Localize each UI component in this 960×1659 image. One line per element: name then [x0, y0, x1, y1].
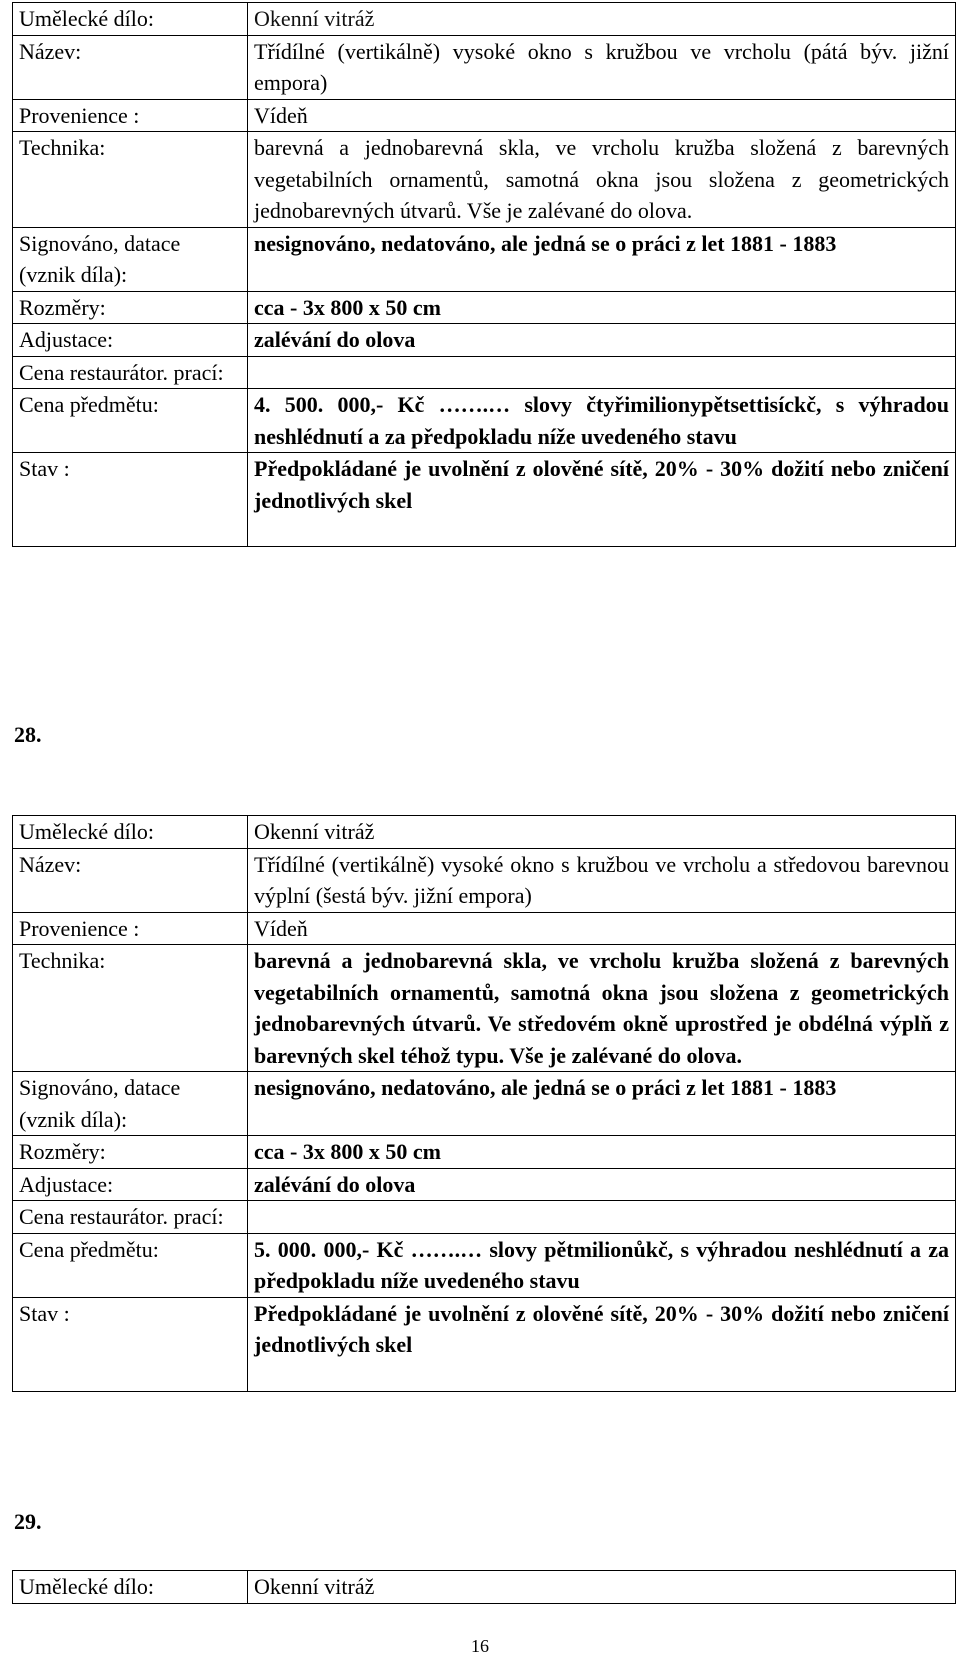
label-technique: Technika:	[13, 945, 248, 1072]
value-dimensions: cca - 3x 800 x 50 cm	[248, 291, 956, 324]
row-technique	[13, 132, 956, 228]
value-title: Třídílné (vertikálně) vysoké okno s kružbou ve vrcholu (pátá býv. jižní empora)	[248, 35, 956, 99]
label-mounting: Adjustace:	[13, 324, 248, 357]
value-condition: Předpokládané je uvolnění z olověné sítě, 20% - 30% dožití nebo zničení jednotlivých skel	[248, 1297, 956, 1391]
value-signature: nesignováno, nedatováno, ale jedná se o práci z let 1881 - 1883	[248, 1072, 956, 1136]
value-provenance: Vídeň	[248, 99, 956, 132]
value-restoration-price	[248, 1201, 956, 1234]
value-restoration-price	[248, 356, 956, 389]
label-restoration-price: Cena restaurátor. prací:	[13, 1201, 248, 1234]
label-condition: Stav :	[13, 1297, 248, 1391]
value-technique: barevná a jednobarevná skla, ve vrcholu kružba složená z barevných vegetabilních ornamentů, samotná okna jsou složena z geometrických jednobarevných útvarů. Vše je zalévané do olova.	[248, 132, 956, 228]
value-artwork: Okenní vitráž	[248, 3, 956, 36]
label-signature: Signováno, datace (vznik díla):	[13, 227, 248, 291]
value-item-price: 5. 000. 000,- Kč …….… slovy pětmilionůkč, s výhradou neshlédnutí a za předpokladu níže uvedeného stavu	[248, 1233, 956, 1297]
row-condition	[13, 453, 956, 547]
page-number: 16	[471, 1636, 489, 1656]
label-item-price: Cena předmětu:	[13, 1233, 248, 1297]
row-mounting	[13, 324, 956, 357]
label-technique: Technika:	[13, 132, 248, 228]
row-condition	[13, 1297, 956, 1391]
row-artwork	[13, 816, 956, 849]
label-title: Název:	[13, 848, 248, 912]
row-signature	[13, 227, 956, 291]
value-mounting: zalévání do olova	[248, 324, 956, 357]
row-title	[13, 848, 956, 912]
value-artwork: Okenní vitráž	[248, 1571, 956, 1604]
entry-number-29: 29.	[14, 1509, 42, 1534]
label-provenance: Provenience :	[13, 912, 248, 945]
label-condition: Stav :	[13, 453, 248, 547]
row-item-price	[13, 389, 956, 453]
label-dimensions: Rozměry:	[13, 1136, 248, 1169]
value-provenance: Vídeň	[248, 912, 956, 945]
row-artwork	[13, 3, 956, 36]
value-dimensions: cca - 3x 800 x 50 cm	[248, 1136, 956, 1169]
value-technique: barevná a jednobarevná skla, ve vrcholu kružba složená z barevných vegetabilních ornamentů, samotná okna jsou složena z geometrických jednobarevných útvarů. Ve středovém okně uprostřed je obdélná výplň z barevných skel téhož typu. Vše je zalévané do olova.	[248, 945, 956, 1072]
label-restoration-price: Cena restaurátor. prací:	[13, 356, 248, 389]
entry-number-28: 28.	[14, 722, 42, 747]
row-mounting	[13, 1168, 956, 1201]
label-title: Název:	[13, 35, 248, 99]
value-item-price: 4. 500. 000,- Kč …….… slovy čtyřimilionypětsettisíckč, s výhradou neshlédnutí a za předpokladu níže uvedeného stavu	[248, 389, 956, 453]
value-condition: Předpokládané je uvolnění z olověné sítě, 20% - 30% dožití nebo zničení jednotlivých skel	[248, 453, 956, 547]
record-table-2	[12, 815, 956, 1392]
label-item-price: Cena předmětu:	[13, 389, 248, 453]
label-artwork: Umělecké dílo:	[13, 1571, 248, 1604]
row-signature	[13, 1072, 956, 1136]
label-artwork: Umělecké dílo:	[13, 816, 248, 849]
label-artwork: Umělecké dílo:	[13, 3, 248, 36]
row-dimensions	[13, 291, 956, 324]
label-signature: Signováno, datace (vznik díla):	[13, 1072, 248, 1136]
row-dimensions	[13, 1136, 956, 1169]
row-restoration-price	[13, 1201, 956, 1234]
row-restoration-price	[13, 356, 956, 389]
row-title	[13, 35, 956, 99]
row-artwork	[13, 1571, 956, 1604]
row-item-price	[13, 1233, 956, 1297]
label-provenance: Provenience :	[13, 99, 248, 132]
row-provenance	[13, 99, 956, 132]
value-artwork: Okenní vitráž	[248, 816, 956, 849]
row-technique	[13, 945, 956, 1072]
value-signature: nesignováno, nedatováno, ale jedná se o práci z let 1881 - 1883	[248, 227, 956, 291]
label-mounting: Adjustace:	[13, 1168, 248, 1201]
row-provenance	[13, 912, 956, 945]
record-table-1	[12, 2, 956, 547]
label-dimensions: Rozměry:	[13, 291, 248, 324]
record-table-3	[12, 1570, 956, 1604]
value-mounting: zalévání do olova	[248, 1168, 956, 1201]
value-title: Třídílné (vertikálně) vysoké okno s kružbou ve vrcholu a středovou barevnou výplní (šestá býv. jižní empora)	[248, 848, 956, 912]
